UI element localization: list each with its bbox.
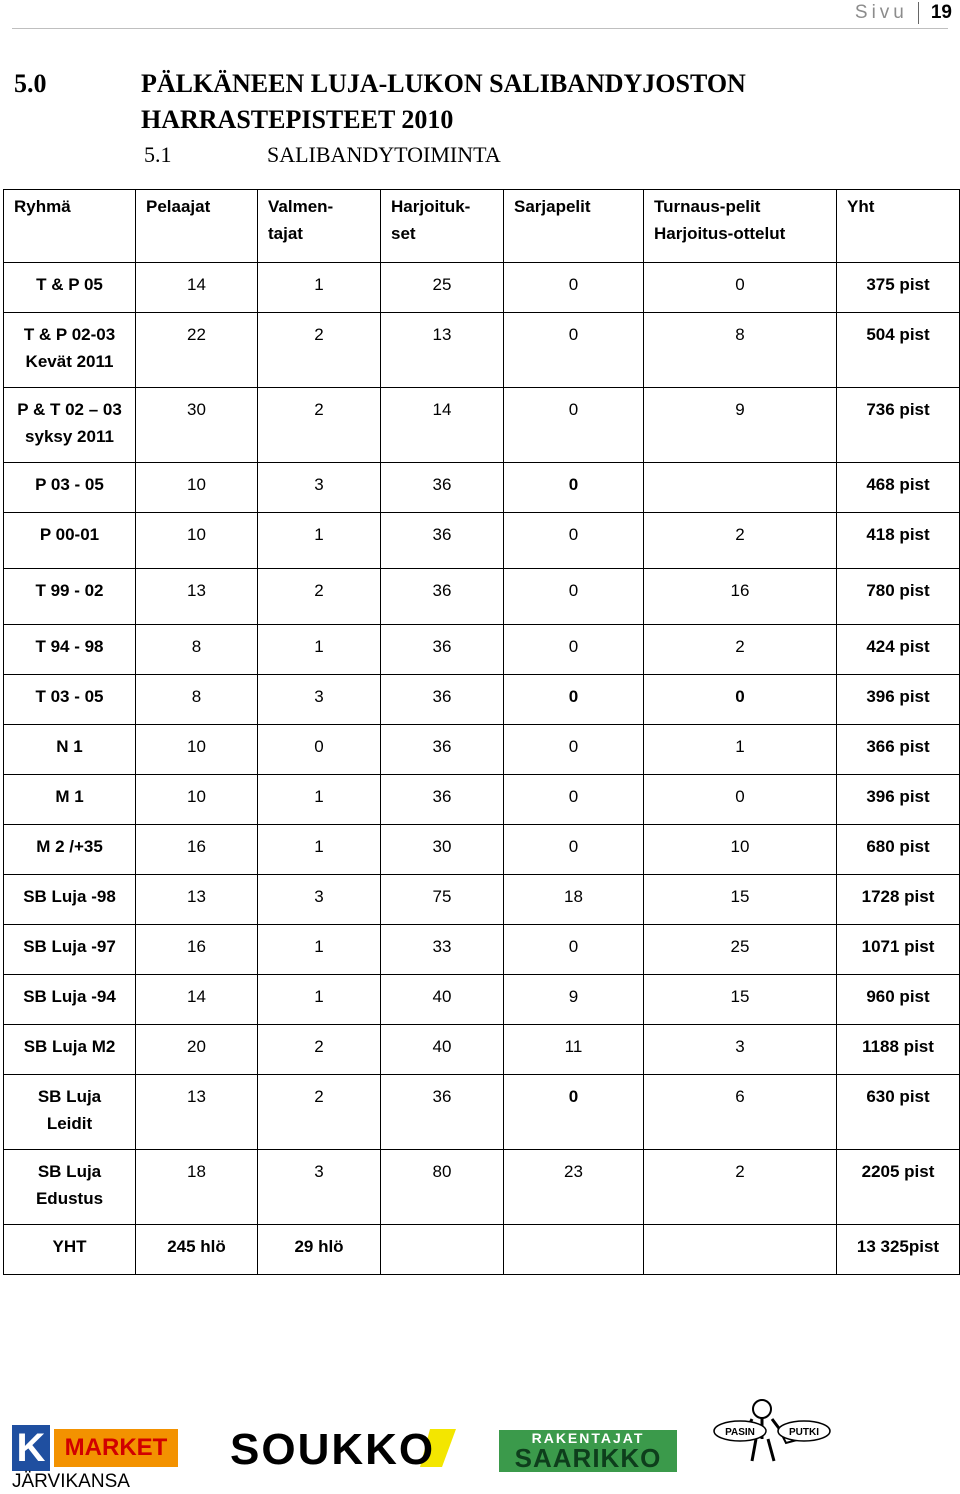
table-row — [4, 263, 960, 313]
table-row — [4, 569, 960, 625]
cell-total: 396 pist — [837, 675, 960, 725]
cell-players: 30 — [136, 388, 258, 463]
cell-coaches: 3 — [258, 463, 381, 513]
cell-practices: 80 — [381, 1150, 504, 1225]
cell-group — [4, 1025, 136, 1075]
cell-league: 0 — [504, 263, 644, 313]
cell-league: 0 — [504, 313, 644, 388]
group-line: T 99 - 02 — [35, 581, 104, 600]
cell-group — [4, 513, 136, 569]
table-row — [4, 625, 960, 675]
subsection-number: 5.1 — [144, 142, 172, 167]
cell-total: 780 pist — [837, 569, 960, 625]
cell-tournament: 25 — [644, 925, 837, 975]
cell-players: 10 — [136, 775, 258, 825]
cell-practices: 36 — [381, 775, 504, 825]
cell-coaches: 1 — [258, 513, 381, 569]
group-line: SB Luja -97 — [23, 937, 116, 956]
cell-total: 375 pist — [837, 263, 960, 313]
pasin-putki-logo — [712, 1395, 832, 1467]
header-group — [4, 190, 136, 263]
cell-coaches: 1 — [258, 925, 381, 975]
cell-tournament: 10 — [644, 825, 837, 875]
header-players — [136, 190, 258, 263]
cell-league: 0 — [504, 625, 644, 675]
cell-players: 10 — [136, 513, 258, 569]
cell-tournament: 3 — [644, 1025, 837, 1075]
cell-total: 396 pist — [837, 775, 960, 825]
cell-practices — [381, 1225, 504, 1275]
cell-group — [4, 569, 136, 625]
cell-tournament: 0 — [644, 675, 837, 725]
cell-tournament: 0 — [644, 263, 837, 313]
cell-total: 960 pist — [837, 975, 960, 1025]
cell-total: 1188 pist — [837, 1025, 960, 1075]
header-line: tajat — [268, 224, 303, 243]
header-total — [837, 190, 960, 263]
page-number: 19 — [930, 2, 952, 23]
subsection-heading — [144, 140, 501, 170]
header-line: Harjoituk- — [391, 197, 471, 216]
cell-tournament — [644, 463, 837, 513]
header-line: set — [391, 224, 416, 243]
cell-total: 13 325pist — [837, 1225, 960, 1275]
cell-coaches: 2 — [258, 569, 381, 625]
cell-tournament: 16 — [644, 569, 837, 625]
saarikko-text: SAARIKKO — [514, 1443, 662, 1473]
cell-practices: 33 — [381, 925, 504, 975]
cell-league — [504, 1225, 644, 1275]
pasin-text: PASIN — [725, 1427, 755, 1438]
cell-league: 0 — [504, 388, 644, 463]
cell-league: 18 — [504, 875, 644, 925]
cell-total: 418 pist — [837, 513, 960, 569]
cell-league: 23 — [504, 1150, 644, 1225]
cell-group — [4, 825, 136, 875]
header-practices — [381, 190, 504, 263]
cell-players: 245 hlö — [136, 1225, 258, 1275]
cell-total: 468 pist — [837, 463, 960, 513]
cell-group — [4, 675, 136, 725]
group-line: SB Luja — [37, 1087, 102, 1106]
cell-league: 0 — [504, 725, 644, 775]
cell-total: 680 pist — [837, 825, 960, 875]
cell-tournament: 2 — [644, 625, 837, 675]
table-row — [4, 1150, 960, 1225]
group-line: T & P 02-03 — [23, 325, 116, 344]
table-summary-row — [4, 1225, 960, 1275]
header-tournament — [644, 190, 837, 263]
cell-group — [4, 463, 136, 513]
cell-practices: 40 — [381, 975, 504, 1025]
header-line: Yht — [847, 197, 875, 216]
group-line: SB Luja M2 — [23, 1037, 116, 1056]
cell-total: 366 pist — [837, 725, 960, 775]
soukko-logo — [230, 1425, 460, 1475]
cell-league: 0 — [504, 825, 644, 875]
group-line: Kevät 2011 — [25, 352, 114, 371]
cell-group — [4, 263, 136, 313]
cell-group — [4, 875, 136, 925]
kmarket-name: MARKET — [54, 1429, 178, 1467]
cell-tournament — [644, 1225, 837, 1275]
group-line: SB Luja — [37, 1162, 102, 1181]
table-row — [4, 875, 960, 925]
cell-group — [4, 388, 136, 463]
header-line: Pelaajat — [146, 197, 211, 216]
header-league — [504, 190, 644, 263]
cell-group: YHT — [4, 1225, 136, 1275]
group-line: P 00-01 — [39, 525, 100, 544]
cell-group — [4, 725, 136, 775]
table-row — [4, 675, 960, 725]
cell-players: 10 — [136, 725, 258, 775]
kmarket-k: K — [12, 1425, 50, 1471]
cell-players: 8 — [136, 675, 258, 725]
cell-players: 16 — [136, 825, 258, 875]
cell-practices: 40 — [381, 1025, 504, 1075]
cell-coaches: 1 — [258, 625, 381, 675]
cell-coaches: 1 — [258, 775, 381, 825]
cell-players: 22 — [136, 313, 258, 388]
group-line: syksy 2011 — [25, 427, 114, 446]
table-row — [4, 825, 960, 875]
cell-total: 630 pist — [837, 1075, 960, 1150]
group-line: N 1 — [56, 737, 83, 756]
cell-total: 1728 pist — [837, 875, 960, 925]
cell-league: 0 — [504, 1075, 644, 1150]
header-line: Harjoitus-ottelut — [654, 224, 786, 243]
cell-league: 0 — [504, 513, 644, 569]
cell-league: 0 — [504, 775, 644, 825]
cell-coaches: 3 — [258, 1150, 381, 1225]
cell-total: 2205 pist — [837, 1150, 960, 1225]
cell-practices: 75 — [381, 875, 504, 925]
cell-coaches: 1 — [258, 263, 381, 313]
group-line: P & T 02 – 03 — [17, 400, 122, 419]
group-line: M 1 — [55, 787, 84, 806]
cell-coaches: 2 — [258, 388, 381, 463]
cell-practices: 14 — [381, 388, 504, 463]
page-header — [855, 0, 952, 26]
rakentajat-saarikko-logo — [499, 1430, 677, 1472]
cell-coaches: 2 — [258, 1025, 381, 1075]
cell-players: 13 — [136, 569, 258, 625]
table-row — [4, 775, 960, 825]
cell-coaches: 3 — [258, 675, 381, 725]
cell-players: 13 — [136, 1075, 258, 1150]
group-line: T & P 05 — [36, 275, 103, 294]
header-line: Ryhmä — [14, 197, 71, 216]
cell-total: 736 pist — [837, 388, 960, 463]
cell-players: 20 — [136, 1025, 258, 1075]
header-coaches — [258, 190, 381, 263]
cell-tournament: 15 — [644, 875, 837, 925]
kmarket-logo — [12, 1425, 180, 1471]
rakentajat-text: RAKENTAJAT — [531, 1430, 645, 1446]
table-row — [4, 1075, 960, 1150]
cell-group — [4, 625, 136, 675]
cell-group — [4, 925, 136, 975]
cell-coaches: 1 — [258, 975, 381, 1025]
cell-total: 424 pist — [837, 625, 960, 675]
cell-league: 11 — [504, 1025, 644, 1075]
section-number: 5.0 — [14, 69, 47, 98]
group-line: T 03 - 05 — [35, 687, 104, 706]
cell-tournament: 6 — [644, 1075, 837, 1150]
table-row — [4, 388, 960, 463]
cell-tournament: 2 — [644, 513, 837, 569]
cell-group — [4, 775, 136, 825]
cell-practices: 36 — [381, 513, 504, 569]
group-line: T 94 - 98 — [35, 637, 104, 656]
cell-group — [4, 313, 136, 388]
header-rule — [12, 28, 948, 29]
table-row — [4, 925, 960, 975]
section-title: PÄLKÄNEEN LUJA-LUKON SALIBANDYJOSTON HARRASTEPISTEET 2010 — [141, 69, 746, 134]
cell-tournament: 0 — [644, 775, 837, 825]
cell-players: 10 — [136, 463, 258, 513]
group-line: M 2 /+35 — [36, 837, 103, 856]
cell-coaches: 2 — [258, 1075, 381, 1150]
cell-practices: 36 — [381, 1075, 504, 1150]
cell-tournament: 8 — [644, 313, 837, 388]
group-line: SB Luja -98 — [23, 887, 116, 906]
cell-players: 14 — [136, 263, 258, 313]
cell-practices: 36 — [381, 463, 504, 513]
subsection-title: SALIBANDYTOIMINTA — [267, 142, 501, 167]
cell-coaches: 29 hlö — [258, 1225, 381, 1275]
table-row — [4, 725, 960, 775]
table-row — [4, 975, 960, 1025]
cell-league: 0 — [504, 463, 644, 513]
cell-league: 0 — [504, 925, 644, 975]
page-label: Sivu — [855, 2, 919, 24]
cell-coaches: 3 — [258, 875, 381, 925]
cell-group — [4, 975, 136, 1025]
cell-practices: 36 — [381, 569, 504, 625]
cell-league: 0 — [504, 675, 644, 725]
table-row — [4, 313, 960, 388]
group-line: Edustus — [35, 1189, 104, 1208]
cell-practices: 13 — [381, 313, 504, 388]
table-header-row — [4, 190, 960, 263]
cell-tournament: 15 — [644, 975, 837, 1025]
kmarket-location: JÄRVIKANSA — [12, 1471, 130, 1492]
cell-tournament: 2 — [644, 1150, 837, 1225]
cell-league: 9 — [504, 975, 644, 1025]
soukko-name: SOUKKO — [230, 1425, 436, 1474]
table-row — [4, 1025, 960, 1075]
header-line: Sarjapelit — [514, 197, 591, 216]
table-row — [4, 463, 960, 513]
group-line: P 03 - 05 — [35, 475, 104, 494]
cell-tournament: 9 — [644, 388, 837, 463]
table-row — [4, 513, 960, 569]
cell-practices: 36 — [381, 725, 504, 775]
cell-tournament: 1 — [644, 725, 837, 775]
putki-text: PUTKI — [789, 1427, 819, 1438]
cell-coaches: 0 — [258, 725, 381, 775]
cell-total: 504 pist — [837, 313, 960, 388]
cell-players: 18 — [136, 1150, 258, 1225]
cell-players: 14 — [136, 975, 258, 1025]
points-table — [3, 189, 960, 1275]
cell-players: 13 — [136, 875, 258, 925]
cell-league: 0 — [504, 569, 644, 625]
header-line: Turnaus-pelit — [654, 197, 761, 216]
cell-total: 1071 pist — [837, 925, 960, 975]
cell-group — [4, 1150, 136, 1225]
cell-coaches: 2 — [258, 313, 381, 388]
group-line: SB Luja -94 — [23, 987, 116, 1006]
cell-group — [4, 1075, 136, 1150]
plumber-mascot-icon — [712, 1395, 832, 1467]
cell-coaches: 1 — [258, 825, 381, 875]
cell-practices: 36 — [381, 675, 504, 725]
group-line: Leidit — [46, 1114, 93, 1133]
cell-practices: 36 — [381, 625, 504, 675]
header-line: Valmen- — [268, 197, 334, 216]
cell-players: 16 — [136, 925, 258, 975]
cell-practices: 25 — [381, 263, 504, 313]
cell-practices: 30 — [381, 825, 504, 875]
cell-players: 8 — [136, 625, 258, 675]
sponsor-logos — [0, 1395, 960, 1494]
